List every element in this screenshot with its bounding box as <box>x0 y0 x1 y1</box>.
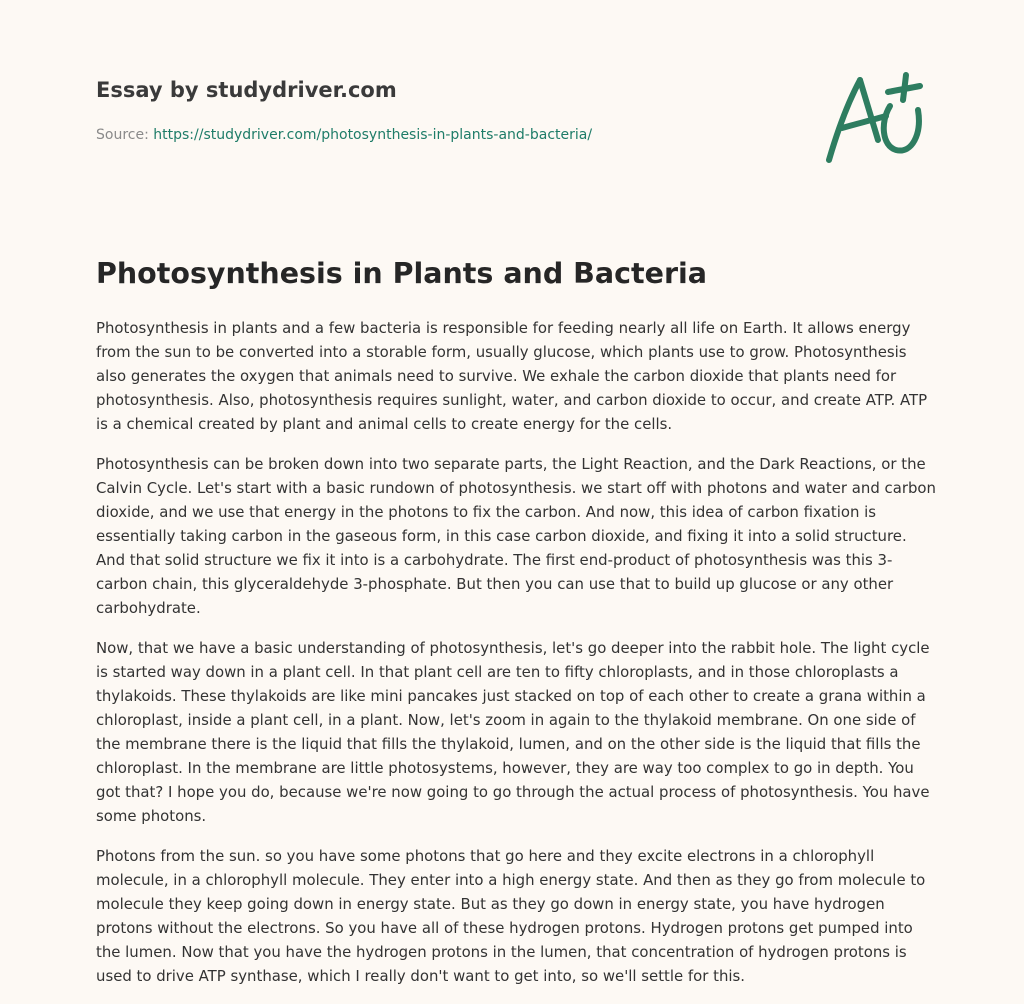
body-paragraph: Photosynthesis in plants and a few bacteria is responsible for feeding nearly all life on Earth. It allows energy from the sun to be converted into a storable form, usually glucose, which plants use to grow. Photosynthesis also generates the oxygen that animals need to survive. We exhale the carbon dioxide that plants need for photosynthesis. Also, photosynthesis requires sunlight, water, and carbon dioxide to occur, and create ATP. ATP is a chemical created by plant and animal cells to create energy for the cells. <box>96 319 928 433</box>
source-link[interactable]: https://studydriver.com/photosynthesis-in-plants-and-bacteria/ <box>153 127 593 143</box>
essay-header <box>96 76 796 145</box>
page-title: Photosynthesis in Plants and Bacteria <box>96 257 708 290</box>
body-paragraph: Photons from the sun. so you have some photons that go here and they excite electrons in a chlorophyll molecule, in a chlorophyll molecule. They enter into a high energy state. And then as they go from molecule to molecule they keep going down in energy state. But as they go down in energy state, you have hydrogen protons without the electrons. So you have all of these hydrogen protons. Hydrogen protons get pumped into the lumen. Now that you have the hydrogen protons in the lumen, that concentration of hydrogen protons is used to drive ATP synthase, which I really don't want to get into, so we'll settle for this. <box>96 847 926 985</box>
body-paragraph: Now, that we have a basic understanding of photosynthesis, let's go deeper into the rabbit hole. The light cycle is started way down in a plant cell. In that plant cell are ten to fifty chloroplasts, and in those chloroplasts a thylakoids. These thylakoids are like mini pancakes just stacked on top of each other to create a grana within a chloroplast, inside a plant cell, in a plant. Now, let's zoom in again to the thylakoid membrane. On one side of the membrane there is the liquid that fills the thylakoid, lumen, and on the other side is the liquid that fills the chloroplast. In the membrane are little photosystems, however, they are way too complex to go in depth. You got that? I hope you do, because we're now going to go through the actual process of photosynthesis. You have some photons. <box>96 639 930 825</box>
brand-title: Essay by studydriver.com <box>96 78 397 102</box>
source-line <box>96 125 796 145</box>
a-plus-icon <box>822 70 926 164</box>
source-label: Source: <box>96 127 149 143</box>
body-paragraph: Photosynthesis can be broken down into two separate parts, the Light Reaction, and the Dark Reactions, or the Calvin Cycle. Let's start with a basic rundown of photosynthesis. we start off with photons and water and carbon dioxide, and we use that energy in the photons to fix the carbon. And now, this idea of carbon fixation is essentially taking carbon in the gaseous form, in this case carbon dioxide, and fixing it into a solid structure. And that solid structure we fix it into is a carbohydrate. The first end-product of photosynthesis was this 3-carbon chain, this glyceraldehyde 3-phosphate. But then you can use that to build up glucose or any other carbohydrate. <box>96 455 936 617</box>
essay-article <box>96 254 936 1004</box>
